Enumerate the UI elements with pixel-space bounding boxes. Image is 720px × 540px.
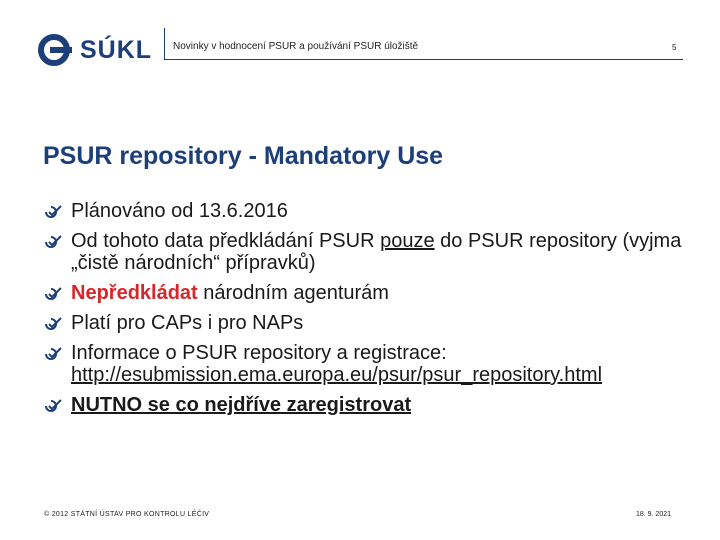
check-circle-icon <box>44 205 62 219</box>
header-divider <box>164 59 683 60</box>
sukl-logo-mark-icon <box>38 34 74 66</box>
bullet-item <box>44 394 694 416</box>
bullet-item <box>44 200 694 222</box>
header-title: Novinky v hodnocení PSUR a používání PSUR úložiště <box>173 41 419 52</box>
bullet-underlined-word: pouze <box>380 230 435 252</box>
bullet-list <box>44 200 694 424</box>
psur-repository-link[interactable]: http://esubmission.ema.europa.eu/psur/psur_repository.html <box>71 364 603 386</box>
bullet-text-bold: NUTNO se co nejdříve zaregistrovat <box>71 394 412 416</box>
page-number: 5 <box>672 43 677 52</box>
bullet-text: Platí pro CAPs i pro NAPs <box>71 312 304 334</box>
footer-date: 18. 9. 2021 <box>636 511 672 518</box>
bullet-text: Od tohoto data předkládání PSUR <box>71 230 381 252</box>
footer-copyright: © 2012 STÁTNÍ ÚSTAV PRO KONTROLU LÉČIV <box>44 511 210 518</box>
slide-title: PSUR repository - Mandatory Use <box>43 142 444 170</box>
sukl-logo <box>38 34 152 66</box>
bullet-text-cont: národním agenturám <box>197 282 389 304</box>
check-circle-icon <box>44 235 62 249</box>
check-circle-icon <box>44 287 62 301</box>
bullet-text: Informace o PSUR repository a registrace: <box>71 342 447 364</box>
bullet-text-cont: do PSUR repository (vyjma „čistě národních“ přípravků) <box>71 230 682 274</box>
bullet-item <box>44 342 694 386</box>
brand-name: SÚKL <box>80 36 153 64</box>
header-divider-vertical <box>164 28 165 60</box>
bullet-item <box>44 230 694 274</box>
bullet-item <box>44 312 694 334</box>
bullet-item <box>44 282 694 304</box>
check-circle-icon <box>44 399 62 413</box>
bullet-text: Plánováno od 13.6.2016 <box>71 200 288 222</box>
check-circle-icon <box>44 347 62 361</box>
check-circle-icon <box>44 317 62 331</box>
bullet-emphasis-red: Nepředkládat <box>71 282 198 304</box>
